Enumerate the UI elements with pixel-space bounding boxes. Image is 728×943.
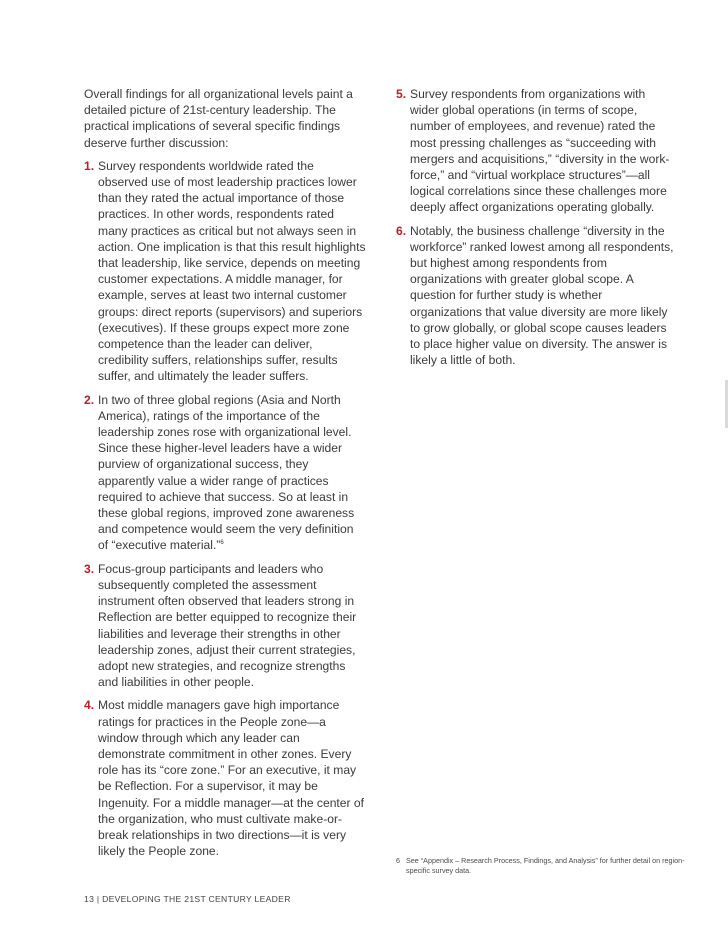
finding-text: Survey respondents from organizations with wider global operations (in terms of scope, number of employees, and revenue) rated the most pressing challenges as “succeeding with mergers and acquisitions,” “diversity in the work-force,” and “virtual workplace structures”—all logical correlations since these challenges more deeply affect organizations operating globally. (410, 87, 670, 215)
footnote-number: 6 (396, 856, 400, 865)
finding-text: In two of three global regions (Asia and North America), ratings of the importance of the leadership zones rose with organizational level. Since these higher-level leaders have a wider purview of organizational success, they apparently value a wider range of practices required to achieve that success. So at least in these global regions, improved zone awareness and competence would seem the very definition of “executive material.” (98, 392, 355, 553)
page-footer: 13 | DEVELOPING THE 21ST CENTURY LEADER (84, 894, 291, 904)
finding-text: Focus-group participants and leaders who subsequently completed the assessment instrument often observed that leaders strong in Reflection are better equipped to recognize their liabilities and leverage their strengths in other leadership zones, adjust their current strategies, adopt new strategies, and recognize strengths and liabilities in other people. (98, 561, 357, 690)
footnote (396, 856, 688, 875)
left-column (84, 86, 366, 866)
intro-paragraph: Overall findings for all organizational levels paint a detailed picture of 21st-century leadership. The practical implications of several specific findings deserve further discussion: (84, 87, 353, 150)
finding-number: 4. (84, 698, 95, 713)
finding-item-6 (396, 223, 676, 369)
finding-number: 1. (84, 158, 95, 173)
finding-text-wrap (98, 392, 366, 554)
finding-item-1 (84, 158, 366, 385)
finding-text: Most middle managers gave high importance ratings for practices in the People zone—a window through which any leader can demonstrate commitment in other zones. Every role has its “core zone.” For an executive, it may be Reflection. For a supervisor, it may be Ingenuity. For a middle manager—at the center of the organization, who must cultivate make-or-break relationships in two directions—it is very likely the People zone. (98, 698, 364, 859)
finding-number: 5. (396, 87, 407, 101)
finding-text: Notably, the business challenge “diversity in the workforce” ranked lowest among all respondents, but highest among respondents from organizations with greater global scope. A question for further study is whether organizations that value diversity are more likely to grow globally, or global scope causes leaders to place higher value on diversity. The answer is likely a little of both. (410, 223, 674, 368)
finding-number: 6. (396, 223, 407, 238)
right-column (396, 86, 676, 375)
finding-item-3 (84, 561, 366, 691)
footnote-text: See “Appendix – Research Process, Findings, and Analysis” for further detail on region-specific survey data. (406, 856, 685, 875)
finding-item-5 (396, 86, 676, 216)
finding-number: 2. (84, 392, 95, 407)
finding-number: 3. (84, 561, 95, 576)
finding-text: Survey respondents worldwide rated the observed use of most leadership practices lower than they rated the actual importance of those practices. In other words, respondents rated many practices as critical but not always seen in action. One implication is that this result highlights that leadership, like service, depends on meeting customer expectations. A middle manager, for example, serves at least two internal customer groups: direct reports (supervisors) and superiors (executives). If these groups expect more zone competence than the leader can deliver, credibility suffers, relationships suffer, results suffer, and ultimately the leader suffers. (98, 158, 366, 384)
footnote-ref[interactable]: 6 (220, 540, 224, 547)
finding-item-4 (84, 697, 366, 859)
finding-item-2 (84, 392, 366, 554)
